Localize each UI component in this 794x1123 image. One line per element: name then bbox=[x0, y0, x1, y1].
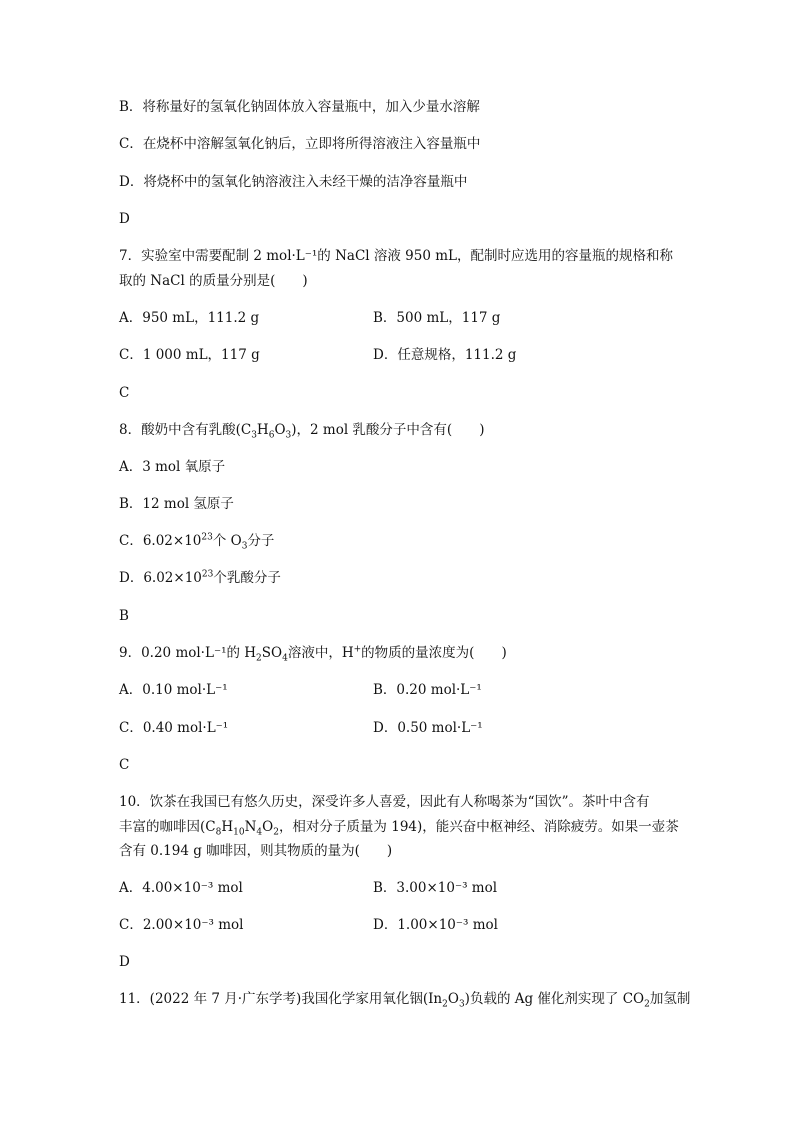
q7-option-a: A．950 mL，111.2 g bbox=[119, 310, 260, 326]
question-9-stem: 9．0.20 mol·L⁻¹的 $H_2SO_4$溶液中，H+的物质的量浓度为( ) bbox=[119, 644, 507, 664]
q7-answer: C bbox=[119, 385, 130, 401]
question-11-stem: 11．(2022 年 7 月·广东学考)我国化学家用氧化铟$(In_2O_3)$负载的 Ag 催化剂实现了 $CO_2$加氢制 bbox=[119, 991, 691, 1010]
q9-option-b: B．0.20 mol·L⁻¹ bbox=[373, 682, 482, 698]
option-d: D．将烧杯中的氢氧化钠溶液注入未经干燥的洁净容量瓶中 bbox=[119, 174, 468, 190]
q7-option-c: C．1 000 mL，117 g bbox=[119, 347, 260, 363]
q10-option-d: D．1.00×10⁻³ mol bbox=[373, 917, 498, 933]
q8-answer: B bbox=[119, 608, 129, 624]
q8-option-a: A．3 mol 氧原子 bbox=[119, 459, 226, 475]
question-10-stem: 10．饮茶在我国已有悠久历史，深受许多人喜爱，因此有人称喝茶为“国饮”。茶叶中含有 bbox=[119, 794, 650, 810]
q10-option-a: A．4.00×10⁻³ mol bbox=[119, 880, 243, 896]
q7-option-b: B．500 mL，117 g bbox=[373, 310, 501, 326]
q10-answer: D bbox=[119, 954, 130, 970]
answer: D bbox=[119, 211, 130, 227]
q9-option-c: C．0.40 mol·L⁻¹ bbox=[119, 720, 229, 736]
question-7-stem-cont: 取的 NaCl 的质量分别是( ) bbox=[119, 273, 308, 289]
q8-option-d: D．$6.02\times 10^{23}$个乳酸分子 bbox=[119, 569, 281, 586]
q9-answer: C bbox=[119, 757, 130, 773]
q10-option-b: B．3.00×10⁻³ mol bbox=[373, 880, 498, 896]
q10-option-c: C．2.00×10⁻³ mol bbox=[119, 917, 244, 933]
option-b: B．将称量好的氢氧化钠固体放入容量瓶中，加入少量水溶解 bbox=[119, 99, 480, 115]
q8-option-c: C．$6.02\times 10^{23}$个 $O_3$分子 bbox=[119, 532, 275, 552]
question-10-stem-end: 含有 0.194 g 咖啡因，则其物质的量为( ) bbox=[119, 843, 393, 859]
option-c: C．在烧杯中溶解氢氧化钠后，立即将所得溶液注入容量瓶中 bbox=[119, 136, 481, 152]
q8-option-b: B．12 mol 氢原子 bbox=[119, 496, 234, 512]
question-7-stem: 7．实验室中需要配制 2 mol·L⁻¹的 NaCl 溶液 950 mL，配制时应选用的容量瓶的规格和称 bbox=[119, 248, 674, 264]
question-10-stem-cont: 丰富的咖啡因($C_8H_{10}N_4O_2$，相对分子质量为 194)，能兴奋中枢神经、消除疲劳。如果一壶茶 bbox=[119, 819, 679, 838]
q9-option-d: D．0.50 mol·L⁻¹ bbox=[373, 720, 483, 736]
q9-option-a: A．0.10 mol·L⁻¹ bbox=[119, 682, 228, 698]
q7-option-d: D．任意规格，111.2 g bbox=[373, 347, 517, 363]
question-8-stem: 8．酸奶中含有乳酸$(C_3H_6O_3)$，2 mol 乳酸分子中含有( ) bbox=[119, 422, 485, 441]
